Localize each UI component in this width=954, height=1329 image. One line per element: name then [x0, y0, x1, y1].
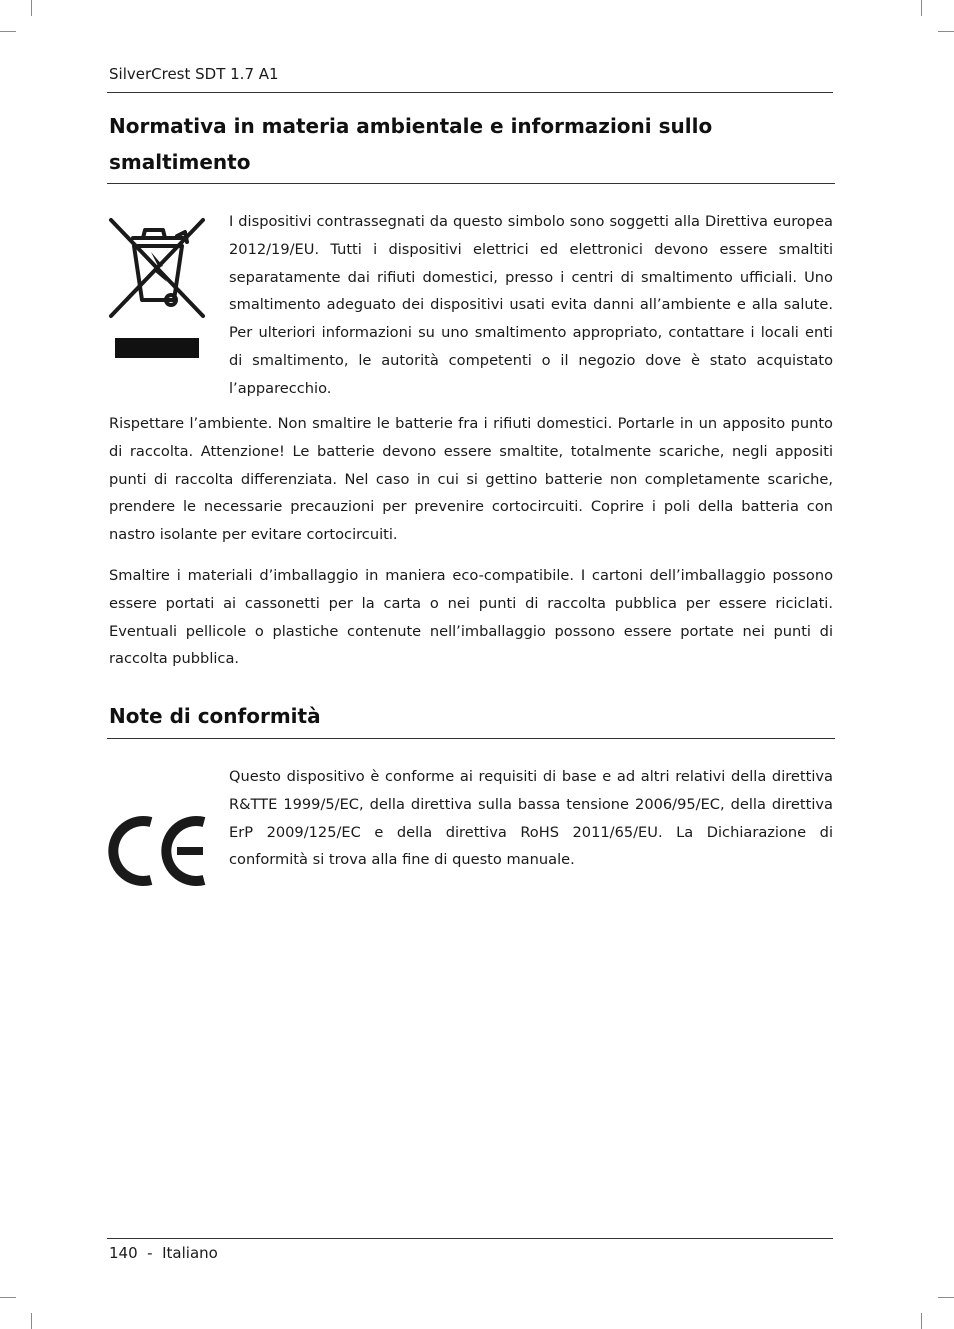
environment-heading-rule — [107, 183, 835, 184]
crop-mark — [921, 1313, 922, 1329]
running-header: SilverCrest SDT 1.7 A1 — [109, 65, 279, 83]
environment-heading: Normativa in materia ambientale e informazioni sullo smaltimento — [109, 114, 713, 174]
conformity-heading-rule — [107, 738, 835, 739]
crop-mark — [0, 31, 16, 32]
conformity-heading: Note di conformità — [109, 704, 321, 728]
footer-rule — [107, 1238, 833, 1239]
environment-intro-paragraph: I dispositivi contrassegnati da questo simbolo sono soggetti alla Direttiva europea 2012/19/EU. Tutti i dispositivi elettrici ed elettronici devono essere smaltiti separatamente dai rifiuti domestici, presso i centri di smaltimento ufficiali. Uno smaltimento adeguato dei dispositivi usati evita danni all’ambiente e alla salute. Per ulteriori informazioni su uno smaltimento appropriato, contattare i locali enti di smaltimento, le autorità competenti o il negozio dove è stato acquistato l’apparecchio. — [229, 213, 833, 397]
crop-mark — [921, 0, 922, 16]
crop-mark — [31, 1313, 32, 1329]
crop-mark — [938, 31, 954, 32]
header-rule — [107, 92, 833, 93]
crop-mark — [938, 1297, 954, 1298]
crop-mark — [0, 1297, 16, 1298]
conformity-paragraph: Questo dispositivo è conforme ai requisiti di base e ad altri relativi della direttiva R&TTE 1999/5/EC, della direttiva sulla bassa tensione 2006/95/EC, della direttiva ErP 2009/125/EC e della direttiva RoHS 2011/65/EU. La Dichiarazione di conformità si trova alla fine di questo manuale. — [229, 768, 833, 869]
batteries-paragraph: Rispettare l’ambiente. Non smaltire le batterie fra i rifiuti domestici. Portarle in un apposito punto di raccolta. Attenzione! Le batterie devono essere smaltite, totalmente scariche, negli appositi punti di raccolta differenziata. Nel caso in cui si gettino batterie non completamente scariche, prendere le necessarie precauzioni per prevenire cortocircuiti. Coprire i poli della batteria con nastro isolante per evitare cortocircuiti. — [109, 415, 833, 544]
crossed-out-wheelie-bin-icon — [107, 216, 207, 362]
packaging-paragraph: Smaltire i materiali d’imballaggio in maniera eco-compatibile. I cartoni dell’imballaggio possono essere portati ai cassonetti per la carta o nei punti di raccolta pubblica per essere riciclati. Eventuali pellicole o plastiche contenute nell’imballaggio possono essere portate nei punti di raccolta pubblica. — [109, 567, 833, 668]
crop-mark — [31, 0, 32, 16]
ce-mark-icon — [107, 814, 209, 888]
page-number-footer: 140 - Italiano — [109, 1244, 218, 1262]
